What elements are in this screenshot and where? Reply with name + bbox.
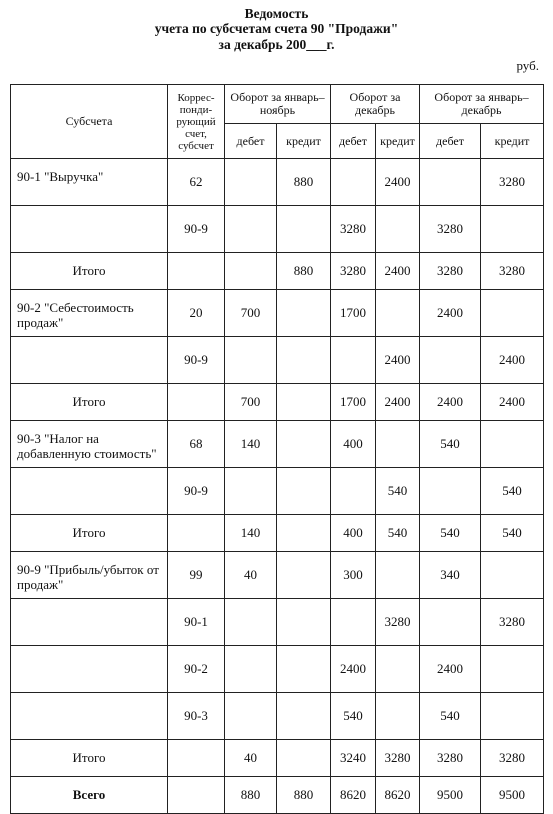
amount-cell: 700 xyxy=(225,290,277,337)
amount-cell: 8620 xyxy=(376,777,420,814)
amount-cell xyxy=(376,693,420,740)
header-turnover-dec: Оборот за декабрь xyxy=(331,85,420,124)
amount-cell: 2400 xyxy=(376,384,420,421)
amount-cell: 40 xyxy=(225,740,277,777)
subaccount-cell xyxy=(11,337,168,384)
corr-account-cell xyxy=(168,515,225,552)
amount-cell: 3280 xyxy=(376,740,420,777)
amount-cell xyxy=(420,599,481,646)
corr-account-cell xyxy=(168,740,225,777)
amount-cell: 540 xyxy=(420,515,481,552)
table-row xyxy=(11,337,544,384)
subaccount-cell: Итого xyxy=(11,384,168,421)
amount-cell xyxy=(277,740,331,777)
header-credit: кредит xyxy=(277,124,331,159)
amount-cell xyxy=(376,290,420,337)
document-subtitle: учета по субсчетам счета 90 "Продажи" xyxy=(154,21,399,36)
amount-cell: 3280 xyxy=(420,740,481,777)
subaccount-cell xyxy=(11,599,168,646)
amount-cell xyxy=(277,337,331,384)
amount-cell: 140 xyxy=(225,515,277,552)
amount-cell xyxy=(420,159,481,206)
table-row xyxy=(11,552,544,599)
corr-account-cell: 20 xyxy=(168,290,225,337)
amount-cell xyxy=(481,421,544,468)
corr-account-cell: 90-9 xyxy=(168,468,225,515)
amount-cell: 2400 xyxy=(481,337,544,384)
subaccount-cell xyxy=(11,468,168,515)
corr-account-cell: 90-9 xyxy=(168,206,225,253)
amount-cell xyxy=(481,290,544,337)
ledger-table xyxy=(10,84,544,814)
amount-cell: 700 xyxy=(225,384,277,421)
amount-cell xyxy=(277,468,331,515)
table-row xyxy=(11,384,544,421)
corr-account-cell: 99 xyxy=(168,552,225,599)
header-debit: дебет xyxy=(331,124,376,159)
table-row xyxy=(11,515,544,552)
header-debit: дебет xyxy=(225,124,277,159)
amount-cell: 2400 xyxy=(376,337,420,384)
amount-cell xyxy=(481,693,544,740)
amount-cell: 3280 xyxy=(481,253,544,290)
amount-cell: 3280 xyxy=(481,599,544,646)
amount-cell xyxy=(331,468,376,515)
amount-cell: 2400 xyxy=(331,646,376,693)
corr-account-cell: 90-2 xyxy=(168,646,225,693)
amount-cell: 880 xyxy=(225,777,277,814)
amount-cell xyxy=(376,646,420,693)
amount-cell: 880 xyxy=(277,777,331,814)
amount-cell xyxy=(225,693,277,740)
amount-cell: 540 xyxy=(420,421,481,468)
amount-cell: 2400 xyxy=(420,646,481,693)
amount-cell xyxy=(277,206,331,253)
amount-cell: 3280 xyxy=(420,253,481,290)
amount-cell: 400 xyxy=(331,421,376,468)
header-subaccount: Субсчета xyxy=(11,85,168,159)
amount-cell xyxy=(277,646,331,693)
amount-cell: 2400 xyxy=(376,253,420,290)
amount-cell: 1700 xyxy=(331,290,376,337)
document-title: Ведомость xyxy=(244,6,309,21)
corr-account-cell: 68 xyxy=(168,421,225,468)
corr-account-cell: 90-3 xyxy=(168,693,225,740)
corr-account-cell xyxy=(168,253,225,290)
table-row xyxy=(11,206,544,253)
amount-cell: 540 xyxy=(481,515,544,552)
amount-cell xyxy=(481,646,544,693)
amount-cell xyxy=(225,253,277,290)
header-credit: кредит xyxy=(376,124,420,159)
amount-cell xyxy=(420,468,481,515)
amount-cell: 540 xyxy=(331,693,376,740)
table-row xyxy=(11,159,544,206)
currency-unit: руб. xyxy=(516,58,539,73)
subaccount-cell: Итого xyxy=(11,253,168,290)
subaccount-cell: Итого xyxy=(11,515,168,552)
subaccount-cell xyxy=(11,646,168,693)
subaccount-cell: 90-1 "Выручка" xyxy=(11,159,168,206)
amount-cell: 3280 xyxy=(481,740,544,777)
table-row xyxy=(11,646,544,693)
corr-account-cell: 90-1 xyxy=(168,599,225,646)
amount-cell xyxy=(225,206,277,253)
amount-cell: 3280 xyxy=(331,253,376,290)
amount-cell xyxy=(331,337,376,384)
header-turnover-jan-nov: Оборот за январь–ноябрь xyxy=(225,85,331,124)
header-credit: кредит xyxy=(481,124,544,159)
table-row xyxy=(11,253,544,290)
amount-cell xyxy=(331,599,376,646)
amount-cell xyxy=(277,693,331,740)
amount-cell: 540 xyxy=(376,515,420,552)
subaccount-cell xyxy=(11,693,168,740)
amount-cell: 8620 xyxy=(331,777,376,814)
amount-cell xyxy=(277,384,331,421)
amount-cell xyxy=(331,159,376,206)
amount-cell xyxy=(277,599,331,646)
header-turnover-jan-dec: Оборот за январь–декабрь xyxy=(420,85,544,124)
subaccount-cell: 90-2 "Себестоимость продаж" xyxy=(11,290,168,337)
table-row xyxy=(11,777,544,814)
table-row xyxy=(11,740,544,777)
table-row xyxy=(11,599,544,646)
corr-account-cell xyxy=(168,777,225,814)
amount-cell xyxy=(225,646,277,693)
amount-cell xyxy=(420,337,481,384)
subaccount-cell: 90-9 "Прибыль/убыток от продаж" xyxy=(11,552,168,599)
corr-account-cell xyxy=(168,384,225,421)
amount-cell: 300 xyxy=(331,552,376,599)
amount-cell: 400 xyxy=(331,515,376,552)
amount-cell: 3280 xyxy=(376,599,420,646)
amount-cell xyxy=(277,421,331,468)
amount-cell: 2400 xyxy=(376,159,420,206)
amount-cell: 3280 xyxy=(481,159,544,206)
corr-account-cell: 90-9 xyxy=(168,337,225,384)
amount-cell: 340 xyxy=(420,552,481,599)
amount-cell xyxy=(225,599,277,646)
subaccount-cell: 90-3 "Налог на добавленную стоимость" xyxy=(11,421,168,468)
table-row xyxy=(11,421,544,468)
amount-cell: 880 xyxy=(277,159,331,206)
subaccount-cell xyxy=(11,206,168,253)
amount-cell: 9500 xyxy=(420,777,481,814)
amount-cell xyxy=(225,468,277,515)
amount-cell xyxy=(376,421,420,468)
amount-cell: 3240 xyxy=(331,740,376,777)
amount-cell: 3280 xyxy=(331,206,376,253)
table-row xyxy=(11,290,544,337)
amount-cell: 2400 xyxy=(420,290,481,337)
amount-cell: 40 xyxy=(225,552,277,599)
table-row xyxy=(11,468,544,515)
header-debit: дебет xyxy=(420,124,481,159)
amount-cell: 2400 xyxy=(420,384,481,421)
amount-cell: 3280 xyxy=(420,206,481,253)
amount-cell xyxy=(277,552,331,599)
amount-cell: 880 xyxy=(277,253,331,290)
header-corr-account: Коррес-понди-рующий счет, субсчет xyxy=(168,85,225,159)
amount-cell xyxy=(481,552,544,599)
amount-cell xyxy=(225,159,277,206)
ledger-body xyxy=(11,159,544,814)
amount-cell xyxy=(225,337,277,384)
amount-cell xyxy=(481,206,544,253)
corr-account-cell: 62 xyxy=(168,159,225,206)
amount-cell xyxy=(376,206,420,253)
subaccount-cell: Итого xyxy=(11,740,168,777)
amount-cell: 540 xyxy=(481,468,544,515)
amount-cell xyxy=(376,552,420,599)
amount-cell: 1700 xyxy=(331,384,376,421)
subaccount-cell: Всего xyxy=(11,777,168,814)
amount-cell: 9500 xyxy=(481,777,544,814)
amount-cell xyxy=(277,515,331,552)
table-row xyxy=(11,693,544,740)
amount-cell xyxy=(277,290,331,337)
amount-cell: 540 xyxy=(376,468,420,515)
amount-cell: 2400 xyxy=(481,384,544,421)
document-period: за декабрь 200___г. xyxy=(218,37,335,52)
amount-cell: 140 xyxy=(225,421,277,468)
amount-cell: 540 xyxy=(420,693,481,740)
